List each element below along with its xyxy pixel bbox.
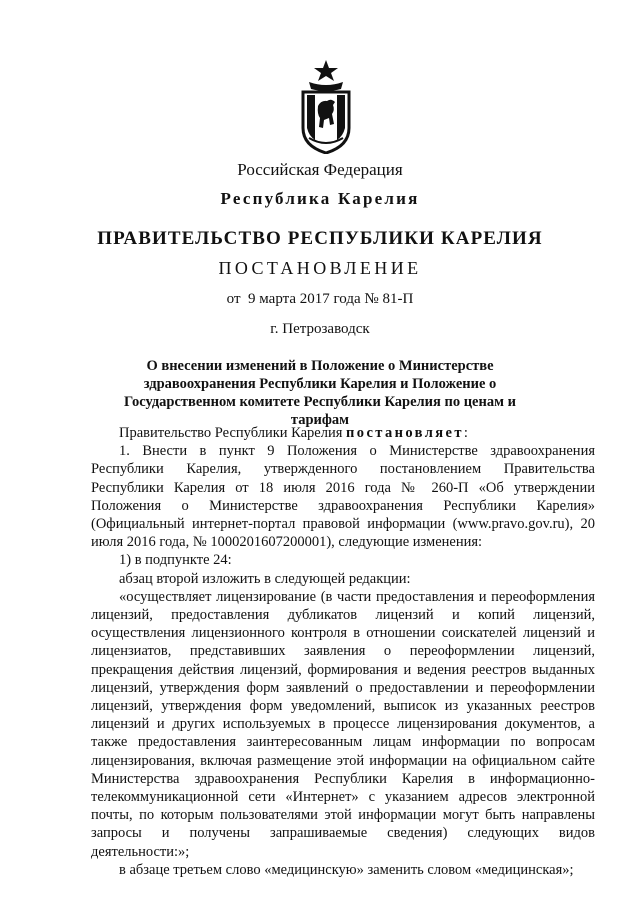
intro-prefix: Правительство Республики Карелия (119, 425, 347, 441)
body-paragraph: абзац второй изложить в следующей редакции: (119, 570, 411, 587)
city-name: г. Петрозаводск (270, 321, 370, 337)
republic-name: Республика Карелия (220, 189, 420, 208)
intro-paragraph (91, 424, 595, 442)
body-paragraph: 1) в подпункте 24: (119, 552, 232, 569)
body-paragraph: 1. Внести в пункт 9 Положения о Министерстве здравоохранения Республики Карелия, утвержденного постановлением Правительства Республики Карелия от 18 июля 2016 года № 260-П «Об утверждении Положения о Министерстве здравоохранения Республики Карелия» (Официальный интернет-портал правовой информации (www.pravo.gov.ru), 20 июля 2016 года, № 1000201607200001), следующие изменения: (91, 443, 595, 551)
body-paragraph: «осуществляет лицензирование (в части предоставления и переоформления лицензий, предоставления дубликатов лицензий и копий лицензий, осуществления лицензионного контроля в отношении соискателей лицензий и лицензиатов, представивших заявления о переоформлении лицензий, прекращения действия лицензий, формирования и ведения реестров выданных лицензий, утверждения форм заявлений о предоставлении и переоформлении лицензий, утверждения форм уведомлений, выписок из указанных реестров лицензий и других используемых в процессе лицензирования документов, а также предоставления заинтересованным лицам информации по вопросам лицензирования, включая размещение этой информации на официальном сайте Министерства здравоохранения Республики Карелия в информационно-телекоммуникационной сети «Интернет» с указанием адресов электронной почты, по которым пользователями этой информации могут быть направлены запросы и получены запрашиваемые сведения) следующих видов деятельности:»; (91, 588, 595, 860)
date-line: от 9 марта 2017 года № 81-П (226, 291, 414, 307)
intro-suffix: : (463, 425, 468, 441)
country-name: Российская Федерация (237, 160, 403, 179)
coat-of-arms-icon (297, 58, 355, 154)
intro-keyword: постановляет (346, 425, 464, 441)
document-type: ПОСТАНОВЛЕНИЕ (218, 258, 422, 278)
body-paragraph: в абзаце третьем слово «медицинскую» заменить словом «медицинская»; (119, 861, 574, 878)
government-title: ПРАВИТЕЛЬСТВО РЕСПУБЛИКИ КАРЕЛИЯ (97, 228, 543, 249)
document-title: О внесении изменений в Положение о Министерстве здравоохранения Республики Карелия и Положение о Государственном комитете Республики Карелия по ценам и тарифам (124, 358, 516, 428)
document-body (91, 424, 595, 879)
